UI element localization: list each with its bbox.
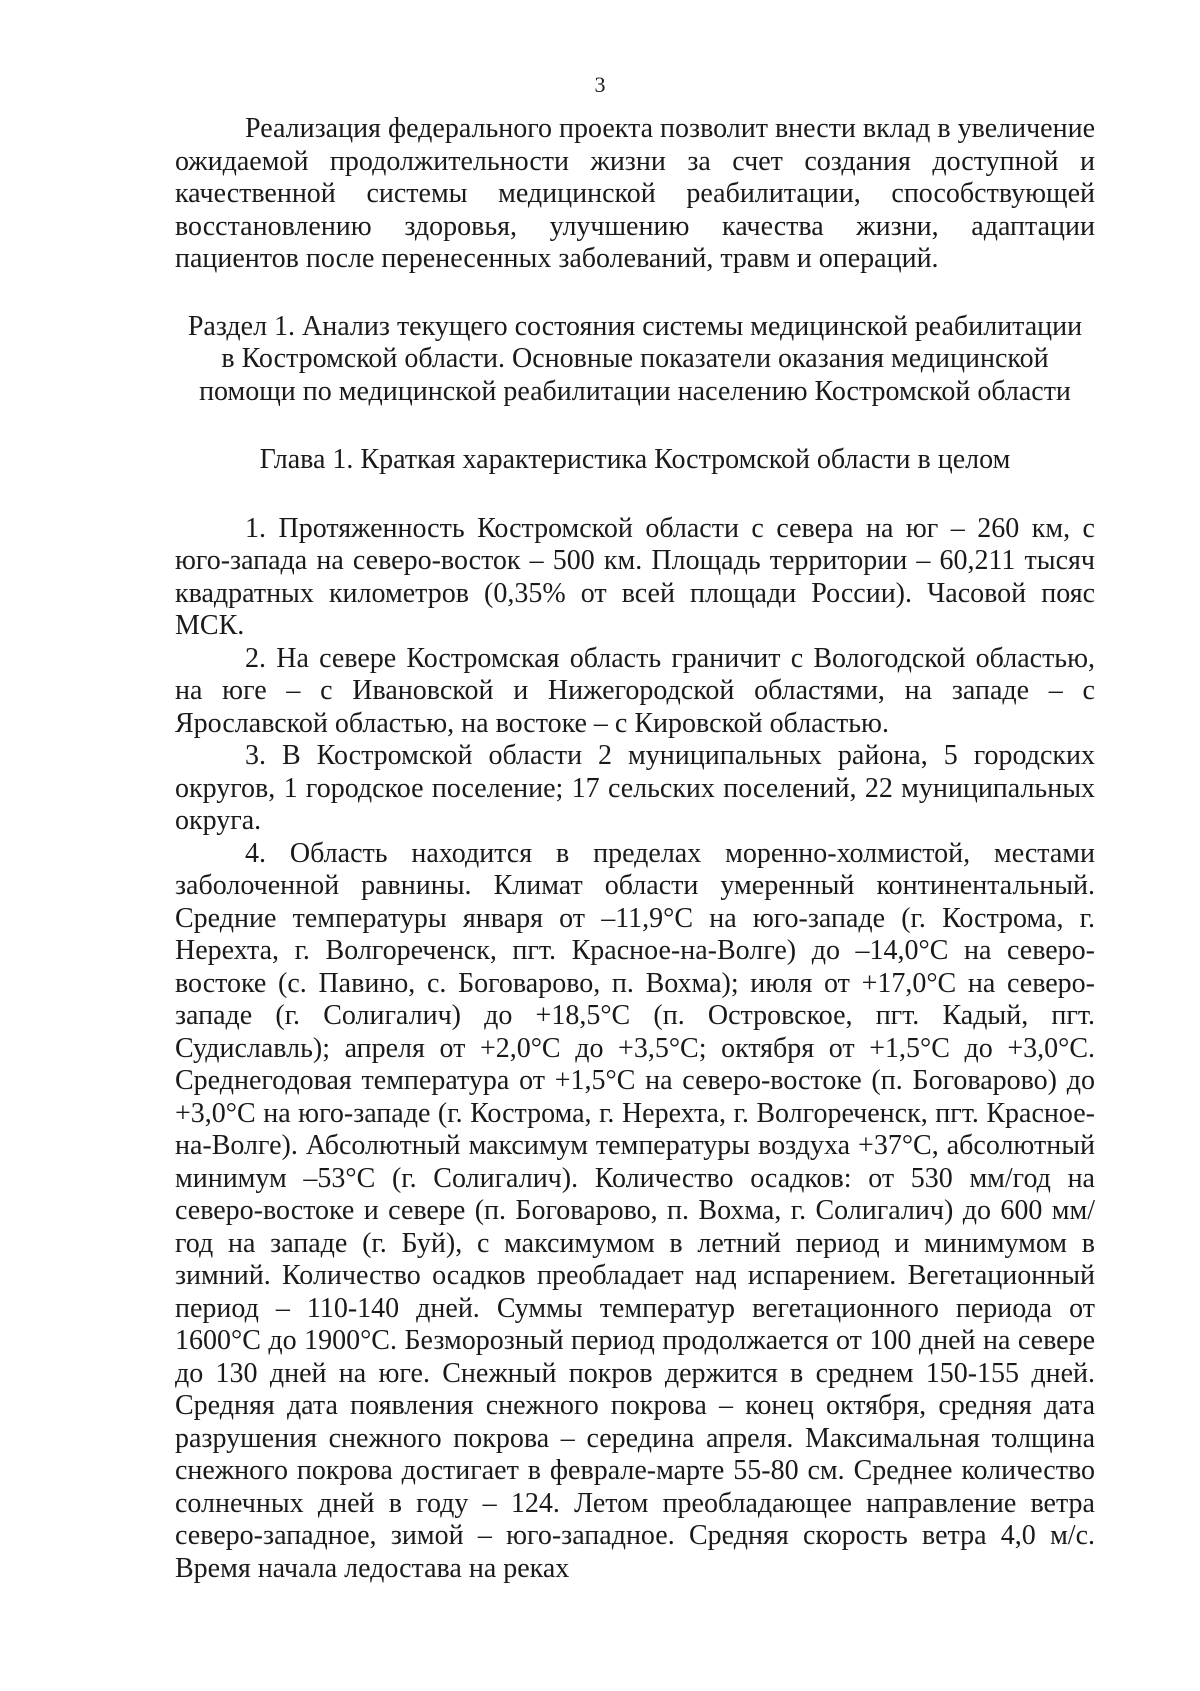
item-paragraph: 2. На севере Костромская область граничит с Вологодской областью, на юге – с Ивановской и Нижегородской областями, на западе – с Ярославской областью, на востоке – с Кировской областью. [175,642,1095,739]
section-heading-line: Раздел 1. Анализ текущего состояния системы медицинской реабилитации [187,310,1083,342]
section-heading-line: помощи по медицинской реабилитации населению Костромской области [199,375,1071,407]
item-paragraph: 4. Область находится в пределах моренно-холмистой, местами заболоченной равнины. Климат области умеренный континентальный. Средние температуры января от –11,9°С на юго-западе (г. Кострома, г. Нерехта, г. Волгореченск, пгт. Красное-на-Волге) до –14,0°С на северо-востоке (с. Павино, с. Боговарово, п. Вохма); июля от +17,0°С на северо-западе (г. Солигалич) до +18,5°С (п. Островское, пгт. Кадый, пгт. Судиславль); апреля от +2,0°С до +3,5°С; октября от +1,5°С до +3,0°С. Среднегодовая температура от +1,5°С на северо-востоке (п. Боговарово) до +3,0°С на юго-западе (г. Кострома, г. Нерехта, г. Волгореченск, пгт. Красное-на-Волге). Абсолютный максимум температуры воздуха +37°С, абсолютный минимум –53°С (г. Солигалич). Количество осадков: от 530 мм/год на северо-востоке и севере (п. Боговарово, п. Вохма, г. Солигалич) до 600 мм/год на западе (г. Буй), с максимумом в летний период и минимумом в зимний. Количество осадков преобладает над испарением. Вегетационный период – 110-140 дней. Суммы температур вегетационного периода от 1600°С до 1900°С. Безморозный период продолжается от 100 дней на севере до 130 дней на юге. Снежный покров держится в среднем 150-155 дней. Средняя дата появления снежного покрова – конец октября, средняя дата разрушения снежного покрова – середина апреля. Максимальная толщина снежного покрова достигает в феврале-марте 55-80 см. Среднее количество солнечных дней в году – 124. Летом преобладающее направление ветра северо-западное, зимой – юго-западное. Средняя скорость ветра 4,0 м/с. Время начала ледостава на реках [175,837,1095,1584]
chapter-heading: Глава 1. Краткая характеристика Костромской области в целом [259,444,1011,475]
intro-paragraph: Реализация федерального проекта позволит внести вклад в увеличение ожидаемой продолжительности жизни за счет создания доступной и качественной системы медицинской реабилитации, способствующей восстановлению здоровья, улучшению качества жизни, адаптации пациентов после перенесенных заболеваний, травм и операций. [175,113,1095,274]
section-heading [175,311,1095,409]
section-heading-line: в Костромской области. Основные показатели оказания медицинской [221,343,1049,374]
numbered-items [175,513,1095,1586]
item-paragraph: 1. Протяженность Костромской области с севера на юг – 260 км, с юго-запада на северо-восток – 500 км. Площадь территории – 60,211 тысяч квадратных километров (0,35% от всей площади России). Часовой пояс МСК. [175,512,1095,641]
document-body [175,113,1095,1585]
page-number: 3 [594,72,606,97]
item-paragraph: 3. В Костромской области 2 муниципальных района, 5 городских округов, 1 городское поселение; 17 сельских поселений, 22 муниципальных округа. [175,740,1095,836]
